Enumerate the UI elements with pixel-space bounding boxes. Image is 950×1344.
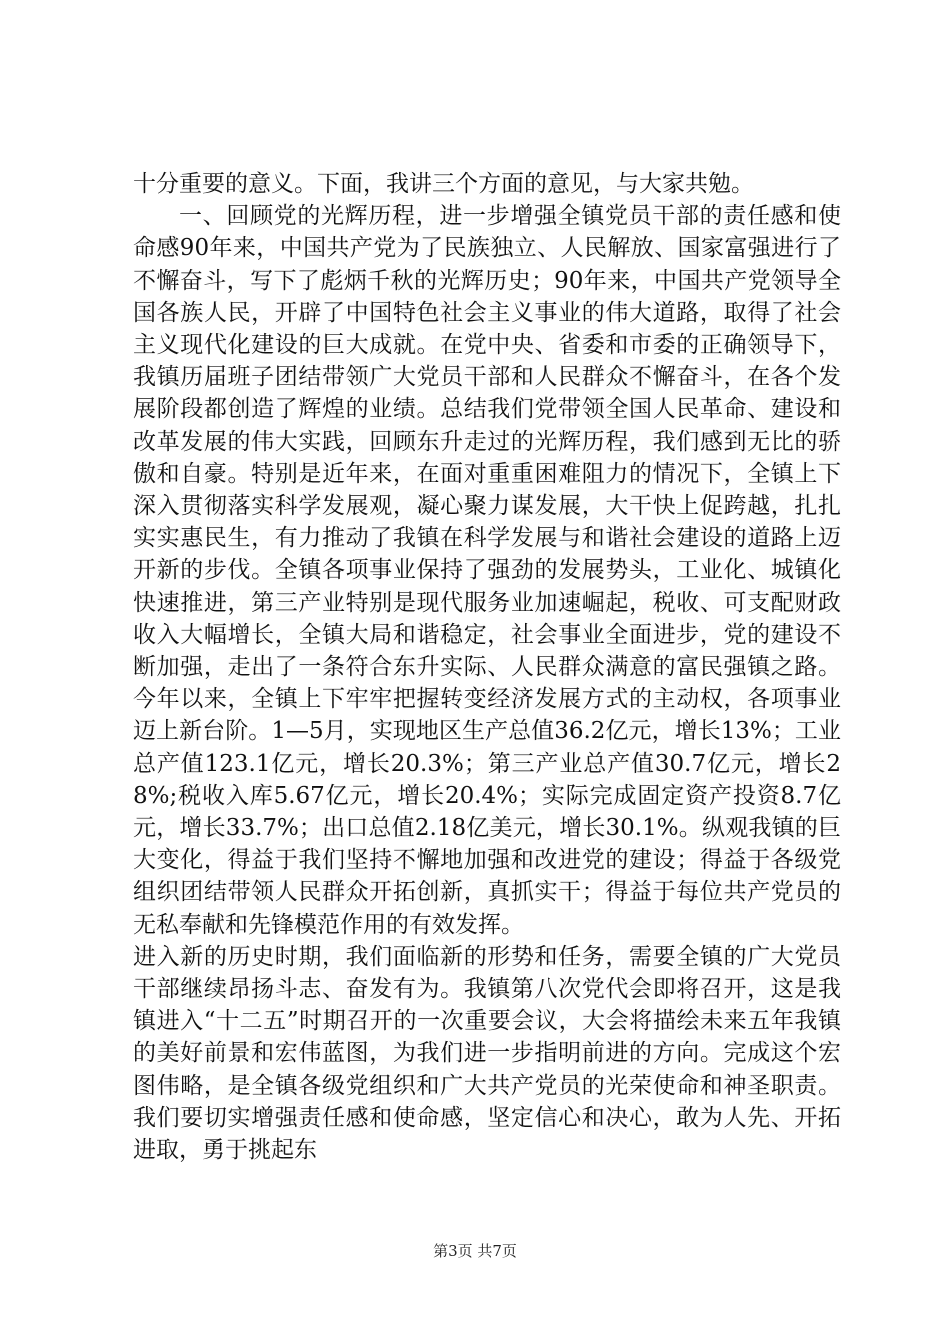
document-body [133,168,841,1166]
paragraph-3: 进入新的历史时期，我们面临新的形势和任务，需要全镇的广大党员干部继续昂扬斗志、奋发有为。我镇第八次党代会即将召开，这是我镇进入“十二五”时期召开的一次重要会议，大会将描绘未来五年我镇的美好前景和宏伟蓝图，为我们进一步指明前进的方向。完成这个宏图伟略，是全镇各级党组织和广大共产党员的光荣使命和神圣职责。我们要切实增强责任感和使命感，坚定信心和决心，敢为人先、开拓进取，勇于挑起东 [133,943,841,1164]
paragraph-1: 十分重要的意义。下面，我讲三个方面的意见，与大家共勉。 [133,171,754,197]
page-number-footer: 第3页 共7页 [433,1242,517,1260]
paragraph-2: 一、回顾党的光辉历程，进一步增强全镇党员干部的责任感和使命感90年来，中国共产党为了民族独立、人民解放、国家富强进行了不懈奋斗，写下了彪炳千秋的光辉历史；90年来，中国共产党领导全国各族人民，开辟了中国特色社会主义事业的伟大道路，取得了社会主义现代化建设的巨大成就。在党中央、省委和市委的正确领导下，我镇历届班子团结带领广大党员干部和人民群众不懈奋斗，在各个发展阶段都创造了辉煌的业绩。总结我们党带领全国人民革命、建设和改革发展的伟大实践，回顾东升走过的光辉历程，我们感到无比的骄傲和自豪。特别是近年来，在面对重重困难阻力的情况下，全镇上下深入贯彻落实科学发展观，凝心聚力谋发展，大干快上促跨越，扎扎实实惠民生，有力推动了我镇在科学发展与和谐社会建设的道路上迈开新的步伐。全镇各项事业保持了强劲的发展势头，工业化、城镇化快速推进，第三产业特别是现代服务业加速崛起，税收、可支配财政收入大幅增长，全镇大局和谐稳定，社会事业全面进步，党的建设不断加强，走出了一条符合东升实际、人民群众满意的富民强镇之路。今年以来，全镇上下牢牢把握转变经济发展方式的主动权，各项事业迈上新台阶。1—5月，实现地区生产总值36.2亿元，增长13%；工业总产值123.1亿元，增长20.3%；第三产业总产值30.7亿元，增长28%;税收入库5.67亿元，增长20.4%；实际完成固定资产投资8.7亿元，增长33.7%；出口总值2.18亿美元，增长30.1%。纵观我镇的巨大变化，得益于我们坚持不懈地加强和改进党的建设；得益于各级党组织团结带领人民群众开拓创新，真抓实干；得益于每位共产党员的无私奉献和先锋模范作用的有效发挥。 [133,203,841,938]
